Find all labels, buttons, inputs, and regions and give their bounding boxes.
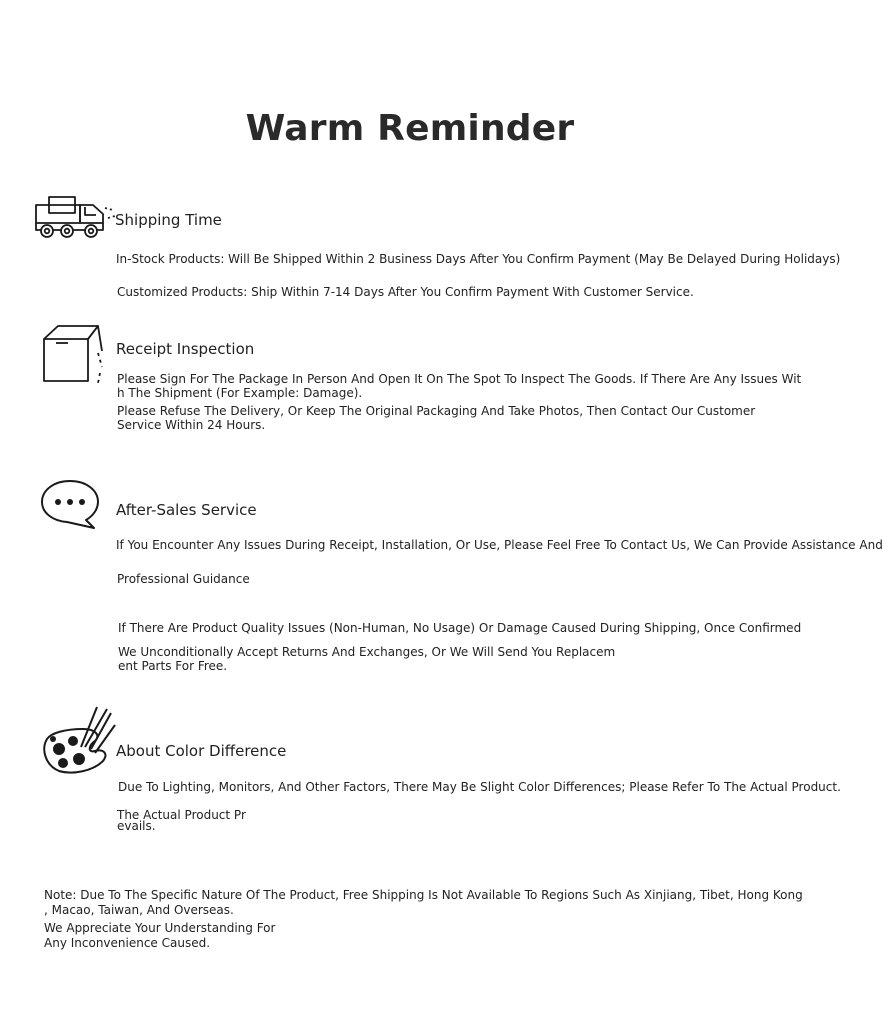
page-title: Warm Reminder [245,108,575,149]
note-line-4: Any Inconvenience Caused. [44,936,211,950]
color-line-2: The Actual Product Pr [117,808,246,822]
aftersales-line-1: If You Encounter Any Issues During Receipt, Installation, Or Use, Please Feel Free To Contact Us, We Can Provide Assistance And [116,538,883,552]
aftersales-heading: After-Sales Service [116,501,257,519]
receipt-line-2: h The Shipment (For Example: Damage). [117,386,363,400]
receipt-heading: Receipt Inspection [116,340,255,358]
note-line-3: We Appreciate Your Understanding For [44,921,276,935]
color-line-3: evails. [117,819,156,833]
receipt-line-1: Please Sign For The Package In Person And Open It On The Spot To Inspect The Goods. If There Are Any Issues Wit [117,372,802,386]
receipt-line-3: Please Refuse The Delivery, Or Keep The Original Packaging And Take Photos, Then Contact Our Customer [117,404,756,418]
shipping-line-2: Customized Products: Ship Within 7-14 Days After You Confirm Payment With Customer Service. [117,285,694,299]
aftersales-line-4: We Unconditionally Accept Returns And Exchanges, Or We Will Send You Replacem [118,645,616,659]
color-line-1: Due To Lighting, Monitors, And Other Factors, There May Be Slight Color Differences; Please Refer To The Actual Product. [118,780,841,794]
receipt-line-4: Service Within 24 Hours. [117,418,266,432]
note-line-2: , Macao, Taiwan, And Overseas. [44,903,234,917]
truck-icon [33,194,123,242]
box-icon [40,323,110,389]
shipping-line-1: In-Stock Products: Will Be Shipped Within 2 Business Days After You Confirm Payment (May Be Delayed During Holidays) [116,252,841,266]
color-heading: About Color Difference [116,742,287,760]
aftersales-line-5: ent Parts For Free. [118,659,228,673]
shipping-heading: Shipping Time [115,211,222,229]
palette-icon [39,703,115,775]
note-line-1: Note: Due To The Specific Nature Of The Product, Free Shipping Is Not Available To Regions Such As Xinjiang, Tibet, Hong Kong [44,888,803,902]
aftersales-line-2: Professional Guidance [117,572,250,586]
chat-bubble-icon [40,479,102,531]
aftersales-line-3: If There Are Product Quality Issues (Non-Human, No Usage) Or Damage Caused During Shipping, Once Confirmed [118,621,802,635]
